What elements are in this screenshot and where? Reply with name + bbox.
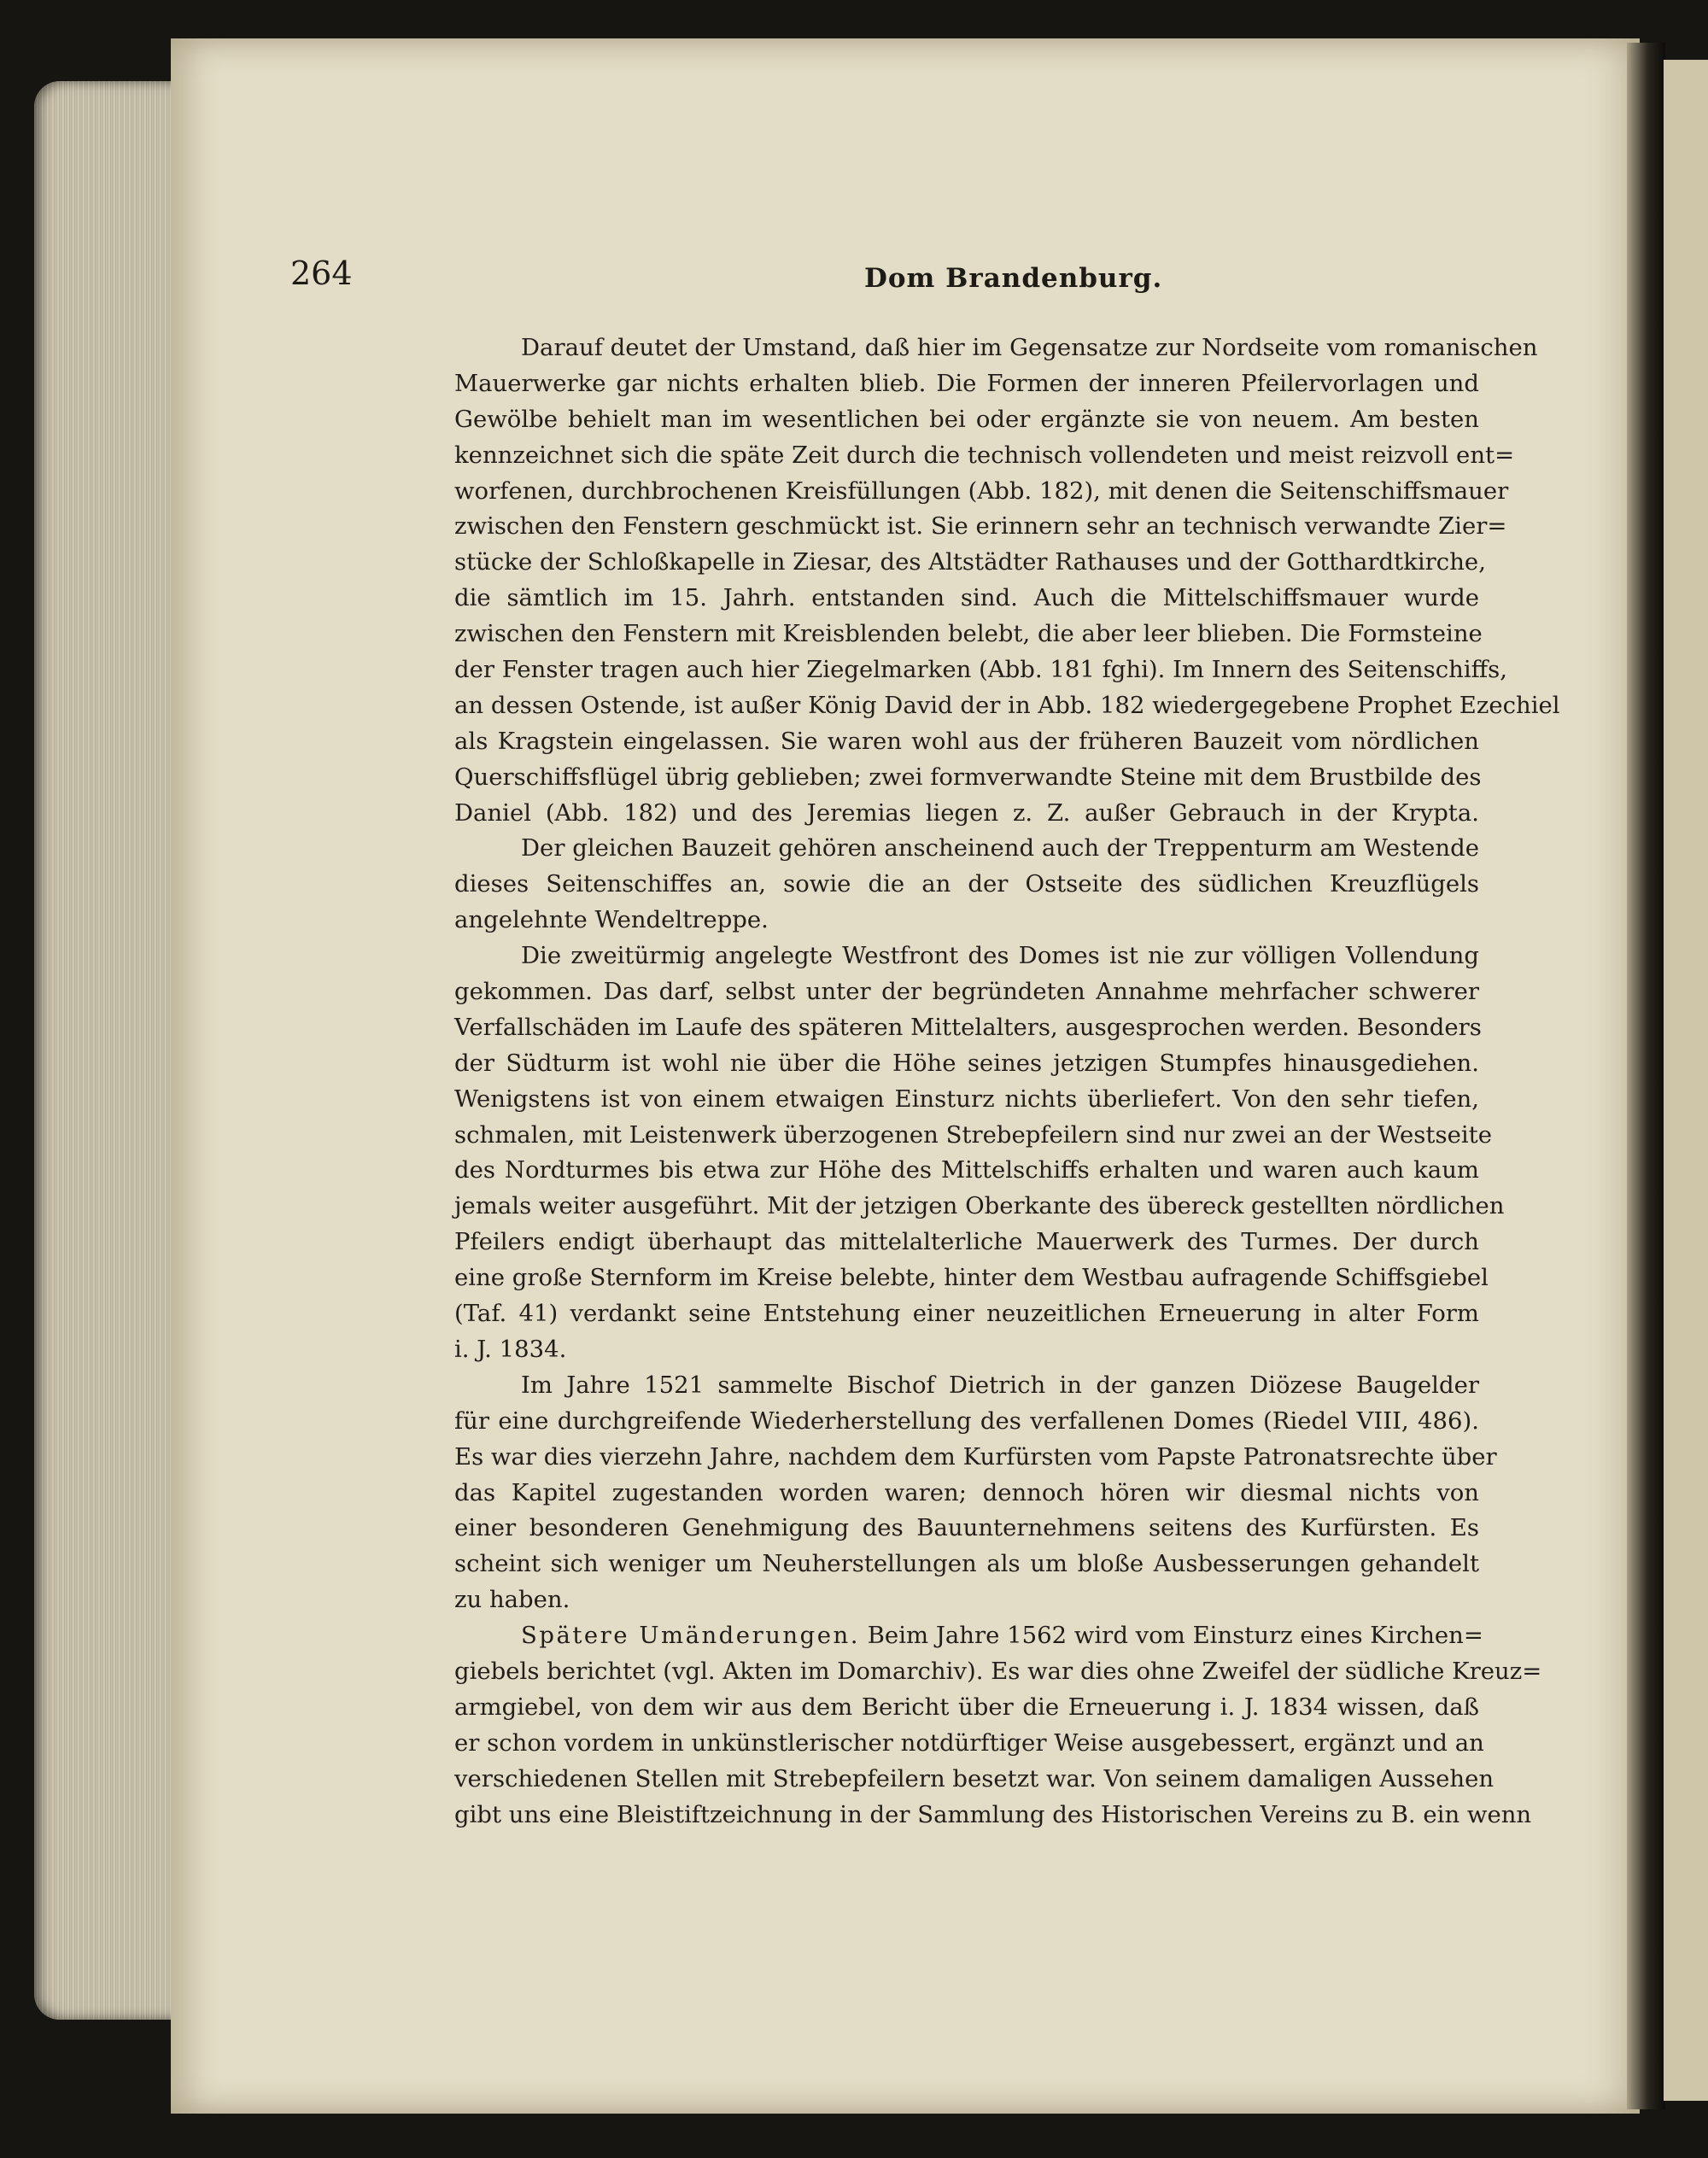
body-text: [454, 330, 1560, 1833]
text-line: zwischen den Fenstern mit Kreisblenden belebt, die aber leer blieben. Die Formsteine: [454, 620, 1483, 648]
text-line: worfenen, durchbrochenen Kreisfüllungen (Abb. 182), mit denen die Seitenschiffsmauer: [454, 477, 1509, 505]
text-line: giebels berichtet (vgl. Akten im Domarchiv). Es war dies ohne Zweifel der südliche Kreuz=: [454, 1657, 1542, 1685]
text-line: verschiedenen Stellen mit Strebepfeilern besetzt war. Von seinem damaligen Aussehen: [454, 1764, 1494, 1792]
text-line: zwischen den Fenstern geschmückt ist. Sie erinnern sehr an technisch verwandte Zier=: [454, 512, 1507, 541]
text-line: angelehnte Wendeltreppe.: [454, 906, 769, 934]
text-line: Verfallschäden im Laufe des späteren Mittelalters, ausgesprochen werden. Besonders: [454, 1013, 1482, 1041]
text-line: Querschiffsflügel übrig geblieben; zwei formverwandte Steine mit dem Brustbilde des: [454, 763, 1482, 791]
text-line: Die zweitürmig angelegte Westfront des Domes ist nie zur völligen Vollendung: [521, 942, 1479, 970]
text-line: Daniel (Abb. 182) und des Jeremias liegen z. Z. außer Gebrauch in der Krypta.: [454, 798, 1479, 827]
text-line: Es war dies vierzehn Jahre, nachdem dem Kurfürsten vom Papste Patronatsrechte über: [454, 1442, 1497, 1471]
text-line: der Fenster tragen auch hier Ziegelmarken (Abb. 181 fghi). Im Innern des Seitenschiffs,: [454, 656, 1508, 684]
text-line: scheint sich weniger um Neuherstellungen als um bloße Ausbesserungen gehandelt: [454, 1550, 1479, 1578]
text-line: Gewölbe behielt man im wesentlichen bei oder ergänzte sie von neuem. Am besten: [454, 405, 1479, 433]
text-line: gekommen. Das darf, selbst unter der begründeten Annahme mehrfacher schwerer: [454, 978, 1479, 1006]
text-line: zu haben.: [454, 1586, 570, 1614]
facing-page-edge: [1664, 60, 1708, 2101]
text-line: jemals weiter ausgeführt. Mit der jetzigen Oberkante des übereck gestellten nördlichen: [454, 1192, 1505, 1220]
text-line: Mauerwerke gar nichts erhalten blieb. Die Formen der inneren Pfeilervorlagen und: [454, 369, 1479, 397]
text-line: (Taf. 41) verdankt seine Entstehung einer neuzeitlichen Erneuerung in alter Form: [454, 1300, 1479, 1328]
text-line: kennzeichnet sich die späte Zeit durch die technisch vollendeten und meist reizvoll ent=: [454, 441, 1515, 469]
text-line: schmalen, mit Leistenwerk überzogenen Strebepfeilern sind nur zwei an der Westseite: [454, 1120, 1492, 1149]
text-line: das Kapitel zugestanden worden waren; dennoch hören wir diesmal nichts von: [454, 1478, 1479, 1506]
text-line: der Südturm ist wohl nie über die Höhe seines jetzigen Stumpfes hinausgediehen.: [454, 1049, 1479, 1077]
text-line: i. J. 1834.: [454, 1335, 567, 1363]
text-line: [454, 1618, 1483, 1654]
page-number: 264: [290, 254, 353, 292]
text-line: Der gleichen Bauzeit gehören anscheinend auch der Treppenturm am Westende: [521, 834, 1479, 863]
running-head: Dom Brandenburg.: [864, 263, 1163, 294]
text-line: dieses Seitenschiffes an, sowie die an der Ostseite des südlichen Kreuzflügels: [454, 870, 1479, 898]
text-line: er schon vordem in unkünstlerischer notdürftiger Weise ausgebessert, ergänzt und an: [454, 1728, 1484, 1757]
text-line: einer besonderen Genehmigung des Bauunternehmens seitens des Kurfürsten. Es: [454, 1514, 1479, 1542]
text-line-continuation: Beim Jahre 1562 wird vom Einsturz eines Kirchen=: [867, 1622, 1483, 1650]
text-line: für eine durchgreifende Wiederherstellung des verfallenen Domes (Riedel VIII, 486).: [454, 1407, 1479, 1435]
text-line: des Nordturmes bis etwa zur Höhe des Mittelschiffs erhalten und waren auch kaum: [454, 1156, 1479, 1184]
text-line: eine große Sternform im Kreise belebte, hinter dem Westbau aufragende Schiffsgiebel: [454, 1264, 1489, 1292]
text-line: gibt uns eine Bleistiftzeichnung in der Sammlung des Historischen Vereins zu B. ein wenn: [454, 1800, 1532, 1828]
book-page-edges: [34, 81, 188, 2020]
text-line: Darauf deutet der Umstand, daß hier im Gegensatze zur Nordseite vom romanischen: [521, 334, 1538, 361]
section-heading: Spätere Umänderungen.: [521, 1622, 860, 1650]
text-line: Im Jahre 1521 sammelte Bischof Dietrich in der ganzen Diözese Baugelder: [521, 1371, 1479, 1399]
text-line: stücke der Schloßkapelle in Ziesar, des Altstädter Rathauses und der Gotthardtkirche,: [454, 548, 1486, 576]
book-gutter: [1627, 43, 1665, 2109]
text-line: als Kragstein eingelassen. Sie waren wohl aus der früheren Bauzeit vom nördlichen: [454, 727, 1479, 755]
text-line: Pfeilers endigt überhaupt das mittelalterliche Mauerwerk des Turmes. Der durch: [454, 1228, 1479, 1256]
page-header: [290, 254, 1486, 306]
text-line: die sämtlich im 15. Jahrh. entstanden sind. Auch die Mittelschiffsmauer wurde: [454, 584, 1479, 612]
text-line: an dessen Ostende, ist außer König David der in Abb. 182 wiedergegebene Prophet Ezechiel: [454, 691, 1560, 719]
text-line: Wenigstens ist von einem etwaigen Einsturz nichts überliefert. Von den sehr tiefen,: [454, 1085, 1479, 1113]
text-line: armgiebel, von dem wir aus dem Bericht über die Erneuerung i. J. 1834 wissen, daß: [454, 1693, 1479, 1721]
